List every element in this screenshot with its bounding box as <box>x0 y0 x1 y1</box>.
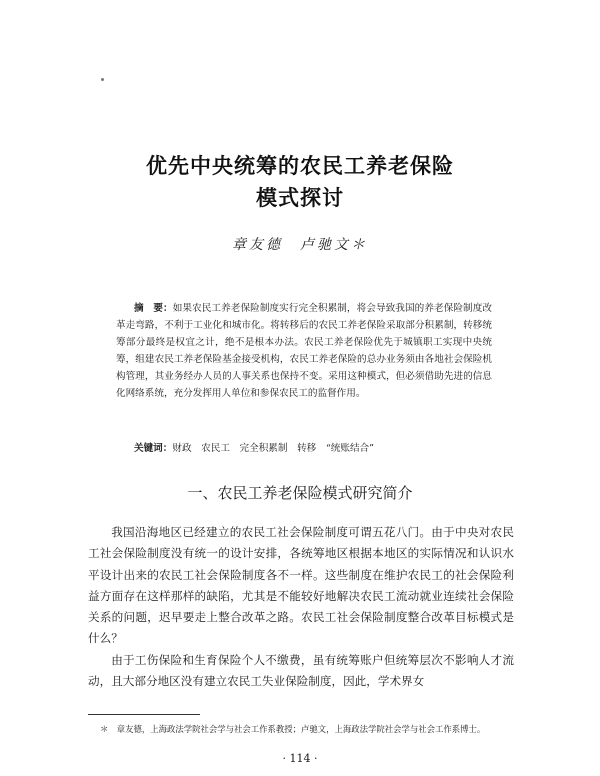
body-paragraph-1: 我国沿海地区已经建立的农民工社会保险制度可谓五花八门。由于中央对农民工社会保险制度没有统一的设计安排，各统筹地区根据本地区的实际情况和认识水平设计出来的农民工社会保险制度各不一样。这些制度在维护农民工的社会保险利益方面存在这样那样的缺陷，尤其是不能较好地解决农民工流动就业连续社会保险关系的问题，迟早要走上整合改革之路。农民工社会保险制度整合改革目标模式是什么？ <box>88 525 514 646</box>
body-text <box>88 522 514 692</box>
footnote: ＊ 章友德，上海政法学院社会学与社会工作系教授；卢驰文，上海政法学院社会学与社会工作系博士。 <box>100 724 486 734</box>
body-paragraph-2: 由于工伤保险和生育保险个人不缴费，虽有统筹账户但统筹层次不影响人才流动，且大部分地区没有建立农民工失业保险制度，因此，学术界女 <box>88 652 514 689</box>
scan-speck <box>101 78 104 81</box>
footnote-divider <box>88 714 200 715</box>
section-heading: 一、农民工养老保险模式研究简介 <box>187 484 413 502</box>
page-number: · 114 · <box>282 752 318 765</box>
article-title-line-1: 优先中央统筹的农民工养老保险 <box>146 154 454 178</box>
abstract-text: 如果农民工养老保险制度实行完全积累制，将会导致我国的养老保险制度改革走弯路，不利于工业化和城市化。将转移后的农民工养老保险采取部分积累制，转移统筹部分最终是权宜之计，绝不是根本办法。农民工养老保险优先于城镇职工实现中央统筹，组建农民工养老保险基金接受机构，农民工养老保险的总办业务须由各地社会保险机构管理，其业务经办人员的人事关系也保持不变。采用这种模式，但必须借助先进的信息化网络系统，充分发挥用人单位和参保农民工的监督作用。 <box>116 303 493 399</box>
abstract-label: 摘 要： <box>134 303 173 314</box>
article-authors: 章友德 卢驰文＊ <box>232 237 368 253</box>
keywords-text: 财政 农民工 完全积累制 转移 “统账结合” <box>172 443 375 454</box>
abstract <box>116 300 492 402</box>
keywords <box>134 440 494 454</box>
article-title-line-2: 模式探讨 <box>256 186 344 210</box>
keywords-label: 关键词： <box>134 443 173 454</box>
